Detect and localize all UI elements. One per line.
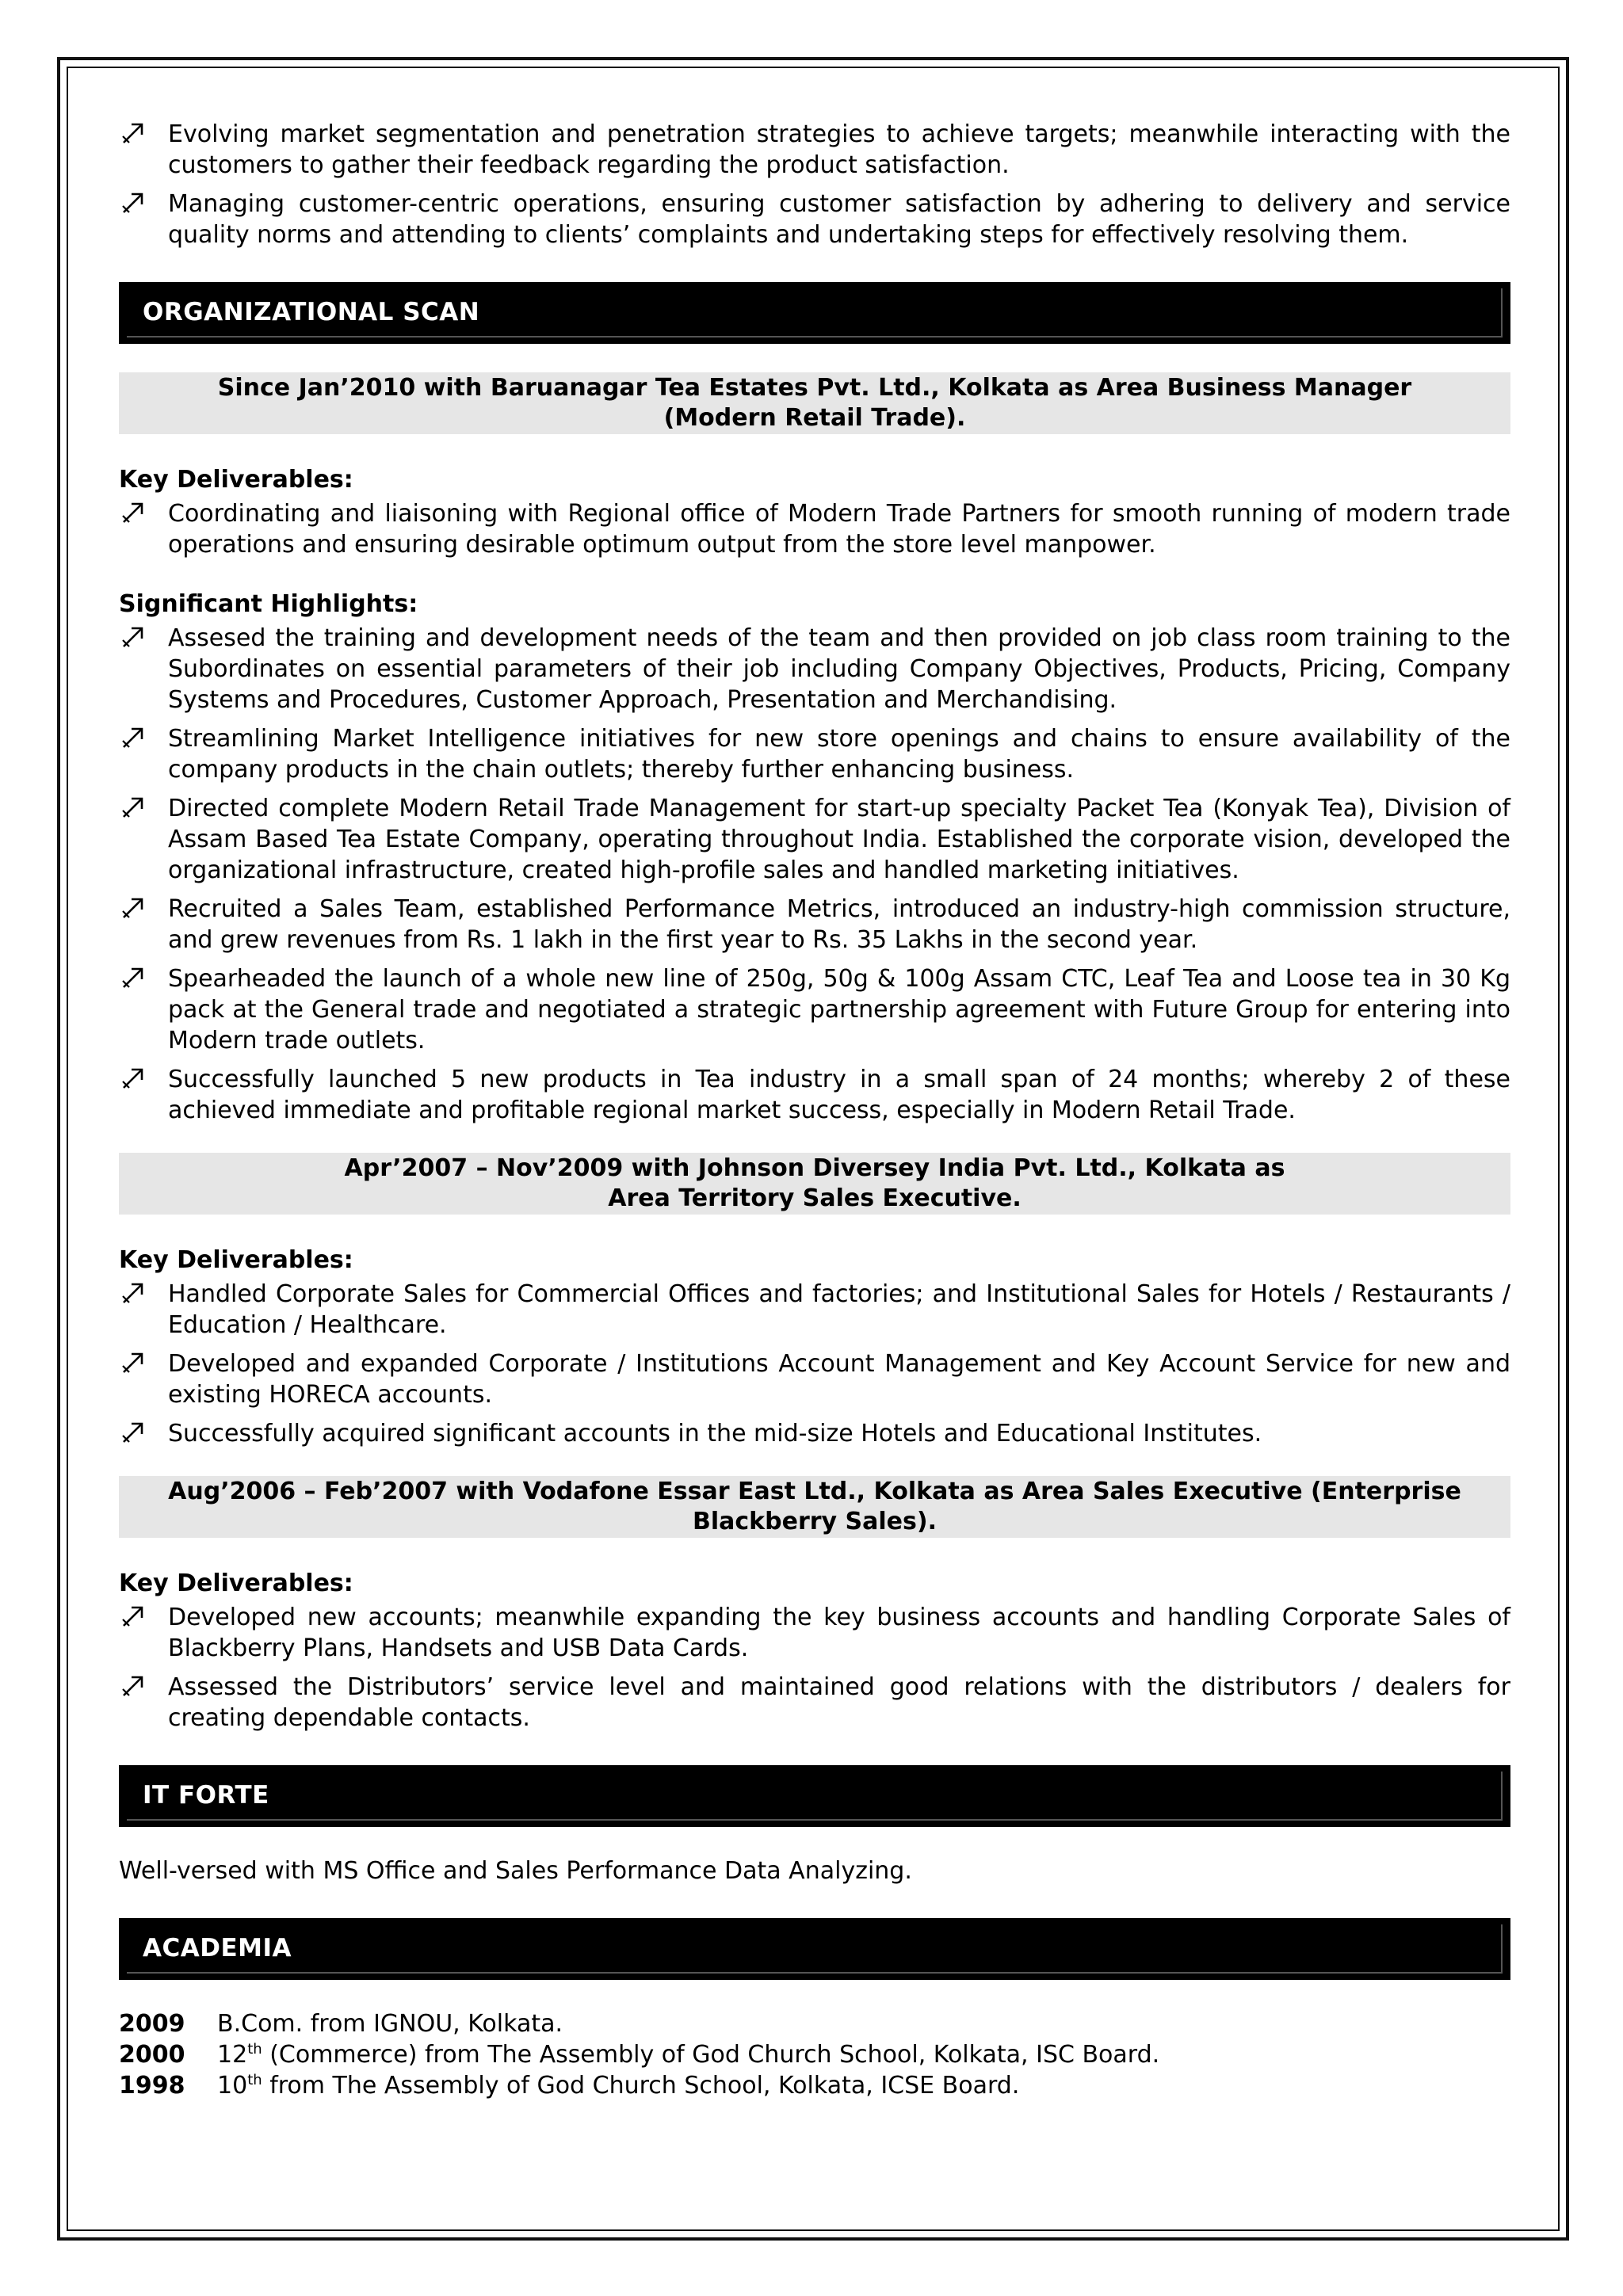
deliverables-list [119, 1602, 1510, 1733]
arrow-bullet-icon [120, 725, 146, 750]
subheading-key-deliverables: Key Deliverables: [119, 1569, 353, 1597]
arrow-bullet-icon [120, 1420, 146, 1445]
resume-content [119, 119, 1510, 2101]
job-banner [119, 1153, 1510, 1215]
list-item: Handled Corporate Sales for Commercial Offices and factories; and Institutional Sales for Hotels / Restaurants / Education / Healthcare. [119, 1279, 1510, 1341]
deliverables-list [119, 498, 1510, 560]
list-item: Evolving market segmentation and penetration strategies to achieve targets; meanwhile interacting with the customers to gather their feedback regarding the product satisfaction. [119, 119, 1510, 181]
section-header-academia [119, 1918, 1510, 1980]
arrow-bullet-icon [120, 1280, 146, 1306]
subheading-key-deliverables: Key Deliverables: [119, 466, 353, 494]
list-item: Streamlining Market Intelligence initiatives for new store openings and chains to ensure availability of the company products in the chain outlets; thereby further enhancing business. [119, 723, 1510, 785]
list-item: Assesed the training and development needs of the team and then provided on job class room training to the Subordinates on essential parameters of their job including Company Objectives, Products, Pricing, Company Systems and Procedures, Customer Approach, Presentation and Merchandising. [119, 623, 1510, 715]
arrow-bullet-icon [120, 120, 146, 146]
education-list [119, 2008, 1510, 2101]
arrow-bullet-icon [120, 1604, 146, 1629]
subheading-significant-highlights: Significant Highlights: [119, 590, 418, 618]
list-item: Developed new accounts; meanwhile expanding the key business accounts and handling Corporate Sales of Blackberry Plans, Handsets and USB Data Cards. [119, 1602, 1510, 1664]
arrow-bullet-icon [120, 1673, 146, 1699]
job-banner-line: Since Jan’2010 with Baruanagar Tea Estates Pvt. Ltd., Kolkata as Area Business Manager [217, 374, 1412, 402]
arrow-bullet-icon [120, 895, 146, 921]
section-header-organizational-scan [119, 282, 1510, 344]
job-banner-line: Blackberry Sales). [693, 1508, 937, 1535]
job-banner [119, 1476, 1510, 1538]
arrow-bullet-icon [120, 1066, 146, 1091]
education-year: 2000 [119, 2041, 185, 2069]
subheading-key-deliverables: Key Deliverables: [119, 1246, 353, 1274]
list-item: Recruited a Sales Team, established Performance Metrics, introduced an industry-high commission structure, and grew revenues from Rs. 1 lakh in the first year to Rs. 35 Lakhs in the second year. [119, 894, 1510, 955]
education-detail: B.Com. from IGNOU, Kolkata. [217, 2010, 563, 2038]
intro-bullet-list [119, 119, 1510, 250]
list-item: Developed and expanded Corporate / Institutions Account Management and Key Account Service for new and existing HORECA accounts. [119, 1348, 1510, 1410]
education-detail: 10th from The Assembly of God Church School, Kolkata, ICSE Board. [217, 2072, 1020, 2100]
education-row [119, 2039, 1510, 2070]
list-item: Directed complete Modern Retail Trade Management for start-up specialty Packet Tea (Konyak Tea), Division of Assam Based Tea Estate Company, operating throughout India. Established the corporate vision, developed the organizational infrastructure, created high-profile sales and handled marketing initiatives. [119, 793, 1510, 886]
section-title: ACADEMIA [143, 1934, 292, 1962]
list-item: Assessed the Distributors’ service level and maintained good relations with the distributors / dealers for creating dependable contacts. [119, 1672, 1510, 1733]
list-item: Successfully launched 5 new products in Tea industry in a small span of 24 months; whereby 2 of these achieved immediate and profitable regional market success, especially in Modern Retail Trade. [119, 1064, 1510, 1126]
list-item: Successfully acquired significant accounts in the mid-size Hotels and Educational Institutes. [119, 1418, 1510, 1449]
education-row [119, 2070, 1510, 2101]
job-banner [119, 372, 1510, 434]
job-banner-line: Apr’2007 – Nov’2009 with Johnson Diversey India Pvt. Ltd., Kolkata as [344, 1154, 1285, 1182]
it-forte-text: Well-versed with MS Office and Sales Performance Data Analyzing. [119, 1857, 912, 1885]
arrow-bullet-icon [120, 965, 146, 990]
education-row [119, 2008, 1510, 2039]
list-item: Coordinating and liaisoning with Regional office of Modern Trade Partners for smooth running of modern trade operations and ensuring desirable optimum output from the store level manpower. [119, 498, 1510, 560]
arrow-bullet-icon [120, 500, 146, 525]
job-banner-line: Aug’2006 – Feb’2007 with Vodafone Essar East Ltd., Kolkata as Area Sales Executive (Enterprise [168, 1478, 1461, 1505]
section-title: ORGANIZATIONAL SCAN [143, 298, 480, 326]
education-detail: 12th (Commerce) from The Assembly of God Church School, Kolkata, ISC Board. [217, 2041, 1160, 2069]
education-year: 2009 [119, 2010, 185, 2038]
education-year: 1998 [119, 2072, 185, 2100]
job-banner-line: (Modern Retail Trade). [663, 404, 966, 432]
arrow-bullet-icon [120, 1350, 146, 1375]
arrow-bullet-icon [120, 190, 146, 215]
arrow-bullet-icon [120, 795, 146, 820]
section-header-it-forte [119, 1765, 1510, 1827]
list-item: Spearheaded the launch of a whole new line of 250g, 50g & 100g Assam CTC, Leaf Tea and Loose tea in 30 Kg pack at the General trade and negotiated a strategic partnership agreement with Future Group for entering into Modern trade outlets. [119, 963, 1510, 1056]
section-title: IT FORTE [143, 1781, 269, 1810]
arrow-bullet-icon [120, 624, 146, 650]
list-item: Managing customer-centric operations, ensuring customer satisfaction by adhering to delivery and service quality norms and attending to clients’ complaints and undertaking steps for effectively resolving them. [119, 189, 1510, 250]
deliverables-list [119, 1279, 1510, 1449]
job-banner-line: Area Territory Sales Executive. [608, 1184, 1022, 1212]
highlights-list [119, 623, 1510, 1126]
